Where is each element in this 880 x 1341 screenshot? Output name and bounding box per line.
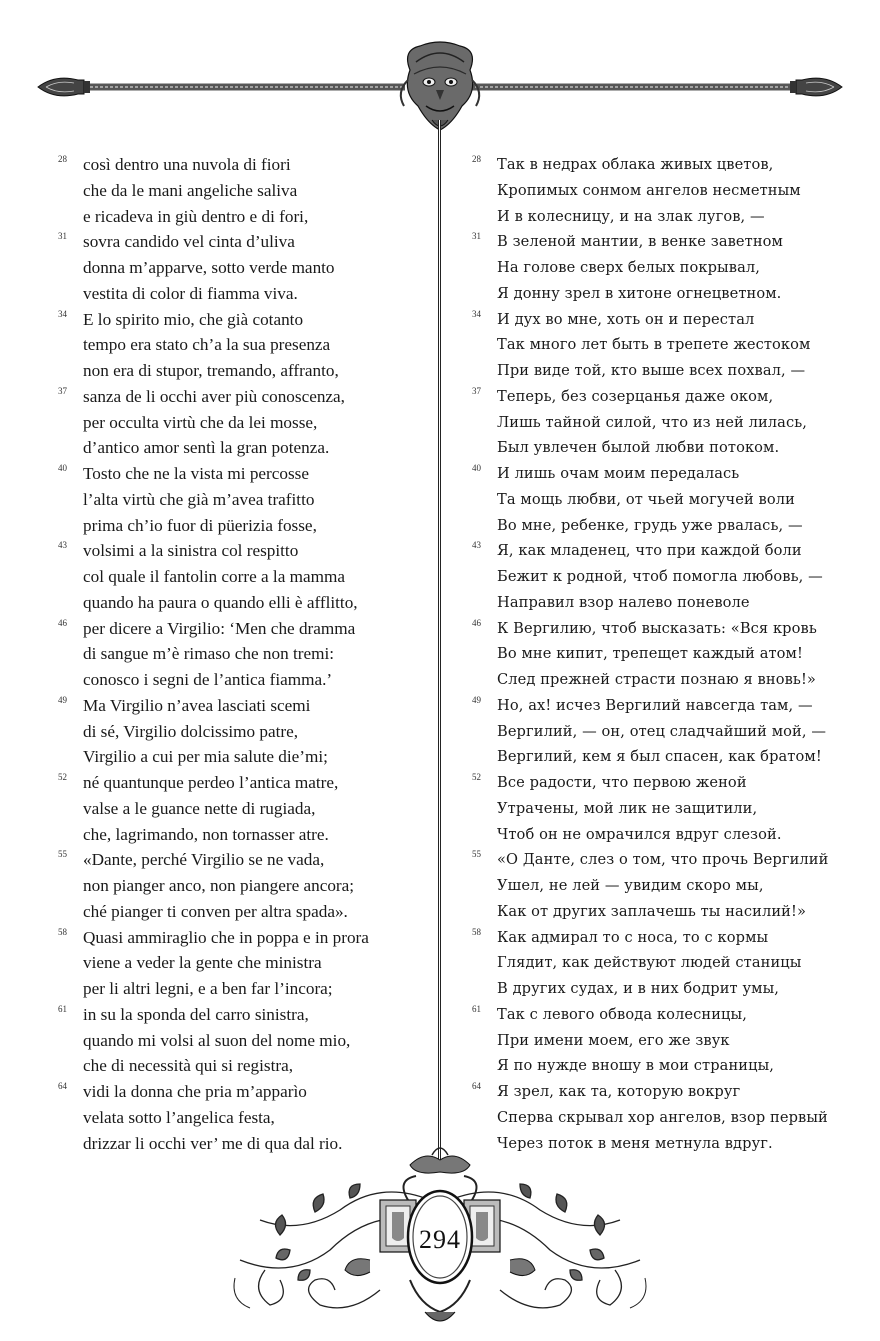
verse-number: 52 (472, 772, 481, 782)
tercet (472, 616, 872, 693)
verse-line: И в колесницу, и на злак лугов, — (497, 207, 765, 225)
verse-line: così dentro una nuvola di fiori (83, 155, 291, 174)
verse-line: volsimi a la sinistra col respitto (83, 541, 299, 561)
verse-line: valse a le guance nette di rugiada, (83, 798, 316, 818)
verse-line: И дух во мне, хоть он и перестал (497, 310, 755, 328)
verse-line: Во мне кипит, трепещет каждый атом! (497, 645, 803, 663)
verse-line: Я по нужде вношу в мои страницы, (497, 1057, 775, 1075)
verse-line: Во мне, ребенке, грудь уже рвалась, — (497, 516, 803, 534)
verse-number: 64 (58, 1081, 67, 1091)
tercet (472, 693, 872, 770)
verse-line: tempo era stato ch’a la sua presenza (83, 335, 331, 355)
verse-line: Чтоб он не омрачился вдруг слезой. (497, 825, 782, 843)
verse-line: «О Данте, слез о том, что прочь Вергилий (497, 851, 829, 869)
tercet (58, 1002, 430, 1079)
verse-line: Как от других заплачешь ты насилий!» (497, 902, 806, 920)
verse-line: quando mi volsi al suon del nome mio, (83, 1030, 351, 1050)
tercet (58, 229, 430, 306)
tercet (58, 616, 430, 693)
verse-line: Все радости, что первою женой (497, 774, 747, 791)
verse-line: Так в недрах облака живых цветов, (497, 156, 774, 173)
finial-left-icon (38, 78, 90, 96)
verse-number: 46 (58, 617, 67, 628)
verse-line: prima ch’io fuor di püerizia fosse, (83, 515, 317, 535)
verse-line: vidi la donna che pria m’apparìo (83, 1082, 307, 1101)
tercet (472, 229, 872, 306)
verse-line: В зеленой мантии, в венке заветном (497, 233, 784, 251)
tercet (472, 152, 872, 229)
verse-line: quando ha paura o quando elli è afflitto, (83, 592, 358, 612)
verse-line: drizzar li occhi ver’ me di qua dal rio. (83, 1133, 343, 1153)
verse-line: che, lagrimando, non tornasser atre. (83, 824, 329, 844)
verse-line: d’antico amor sentì la gran potenza. (83, 438, 330, 458)
rod-right (470, 84, 802, 90)
verse-number: 64 (472, 1081, 481, 1091)
verse-line: sovra candido vel cinta d’uliva (83, 232, 295, 252)
verse-line: При виде той, кто выше всех похвал, — (497, 362, 806, 379)
verse-line: Tosto che ne la vista mi percosse (83, 464, 309, 483)
tercet (58, 384, 430, 461)
verse-line: К Вергилию, чтоб высказать: «Вся кровь (497, 619, 817, 637)
tercet (58, 538, 430, 615)
verse-line: След прежней страсти познаю я вновь!» (497, 671, 816, 688)
verse-line: velata sotto l’angelica festa, (83, 1107, 275, 1127)
tercet (472, 461, 872, 538)
verse-line: Quasi ammiraglio che in poppa e in prora (83, 927, 369, 947)
verse-number: 49 (472, 694, 481, 705)
verse-line: Я зрел, как та, которую вокруг (497, 1083, 741, 1100)
tercet (472, 1002, 872, 1079)
verse-number: 61 (58, 1003, 67, 1014)
verse-line: né quantunque perdeo l’antica matre, (83, 773, 339, 792)
tercet (472, 925, 872, 1002)
verse-line: Вергилий, кем я был спасен, как братом! (497, 748, 822, 766)
verse-line: non era di stupor, tremando, affranto, (83, 361, 339, 380)
verse-line: ché pianger ti conven per altra spada». (83, 901, 348, 921)
verse-number: 28 (58, 154, 67, 164)
verse-line: Вергилий, — он, отец сладчайший мой, — (497, 722, 827, 740)
verse-line: И лишь очам моим передалась (497, 465, 740, 482)
verse-line: Кропимых сонмом ангелов несметным (497, 181, 801, 199)
verse-number: 28 (472, 154, 481, 164)
tercet (472, 538, 872, 615)
tercet (58, 307, 430, 384)
verse-number: 55 (58, 849, 67, 860)
verse-line: Был увлечен былой любви потоком. (497, 439, 780, 457)
verse-line: viene a veder la gente che ministra (83, 953, 322, 973)
verse-line: che da le mani angeliche saliva (83, 180, 298, 200)
verse-line: Глядит, как действуют людей станицы (497, 954, 802, 972)
tercet (472, 847, 872, 924)
italian-column (58, 152, 430, 1156)
verse-line: in su la sponda del carro sinistra, (83, 1004, 309, 1024)
tercet (58, 925, 430, 1002)
center-divider (438, 120, 441, 1160)
verse-line: non pianger anco, non piangere ancora; (83, 876, 355, 895)
finial-right-icon (790, 78, 842, 96)
verse-line: di sangue m’è rimaso che non tremi: (83, 644, 335, 664)
tercet (472, 384, 872, 461)
tercet (58, 461, 430, 538)
verse-line: Утрачены, мой лик не защитили, (497, 799, 758, 817)
verse-number: 49 (58, 694, 67, 705)
verse-line: «Dante, perché Virgilio se ne vada, (83, 850, 325, 870)
verse-line: e ricadeva in giù dentro e di fori, (83, 206, 309, 226)
verse-line: Virgilio a cui per mia salute die’mi; (83, 747, 328, 767)
verse-line: Так с левого обвода колесницы, (497, 1005, 747, 1023)
verse-line: Ушел, не лей — увидим скоро мы, (497, 877, 764, 894)
verse-number: 40 (58, 463, 67, 473)
verse-line: Та мощь любви, от чьей могучей воли (497, 490, 795, 508)
tercet (472, 307, 872, 384)
verse-number: 43 (472, 540, 481, 551)
verse-number: 37 (58, 385, 67, 396)
verse-line: Я донну зрел в хитоне огнецветном. (497, 284, 782, 302)
verse-line: donna m’apparve, sotto verde manto (83, 258, 335, 277)
verse-number: 31 (58, 231, 67, 242)
verse-line: vestita di color di fiamma viva. (83, 283, 298, 303)
verse-line: В других судах, и в них бодрит умы, (497, 980, 780, 997)
verse-line: Теперь, без созерцанья даже оком, (497, 387, 774, 405)
verse-line: Я, как младенец, что при каждой боли (497, 542, 802, 560)
verse-number: 43 (58, 540, 67, 551)
verse-line: per dicere a Virgilio: ‘Men che dramma (83, 618, 356, 638)
verse-line: l’alta virtù che già m’avea trafitto (83, 489, 315, 509)
verse-line: conosco i segni de l’antica fiamma.’ (83, 670, 333, 689)
tercet (58, 693, 430, 770)
verse-number: 52 (58, 772, 67, 782)
verse-line: Сперва скрывал хор ангелов, взор первый (497, 1108, 828, 1126)
tercet (58, 847, 430, 924)
verse-number: 34 (58, 308, 67, 319)
verse-line: Как адмирал то с носа, то с кормы (497, 928, 769, 946)
verse-number: 46 (472, 617, 481, 628)
russian-column (472, 152, 872, 1156)
verse-line: E lo spirito mio, che già cotanto (83, 309, 304, 329)
verse-number: 58 (58, 926, 67, 937)
verse-number: 37 (472, 385, 481, 396)
verse-line: Так много лет быть в трепете жестоком (497, 336, 811, 354)
lion-mask-icon (401, 42, 479, 130)
tercet (58, 152, 430, 229)
verse-line: Но, ах! исчез Вергилий навсегда там, — (497, 696, 813, 714)
verse-number: 61 (472, 1003, 481, 1014)
rod-left (80, 84, 405, 90)
verse-number: 40 (472, 463, 481, 473)
verse-number: 58 (472, 926, 481, 937)
verse-line: col quale il fantolin corre a la mamma (83, 567, 346, 586)
verse-number: 31 (472, 231, 481, 242)
verse-line: per occulta virtù che da lei mosse, (83, 412, 318, 432)
verse-line: Лишь тайной силой, что из ней лилась, (497, 413, 808, 431)
verse-line: sanza de li occhi aver più conoscenza, (83, 386, 345, 406)
verse-line: Бежит к родной, чтоб помогла любовь, — (497, 568, 823, 585)
verse-line: На голове сверх белых покрывал, (497, 259, 760, 276)
verse-line: che di necessità qui si registra, (83, 1056, 294, 1076)
tercet (472, 770, 872, 847)
verse-number: 55 (472, 849, 481, 860)
verse-line: При имени моем, его же звук (497, 1031, 730, 1049)
verse-line: Ma Virgilio n’avea lasciati scemi (83, 695, 311, 715)
verse-line: Направил взор налево поневоле (497, 593, 750, 611)
verse-number: 34 (472, 308, 481, 319)
verse-line: Через поток в меня метнула вдруг. (497, 1134, 773, 1152)
verse-line: per li altri legni, e a ben far l’incora; (83, 979, 333, 998)
tercet (58, 770, 430, 847)
verse-line: di sé, Virgilio dolcissimo patre, (83, 721, 299, 741)
page-number: 294 (419, 1225, 461, 1254)
